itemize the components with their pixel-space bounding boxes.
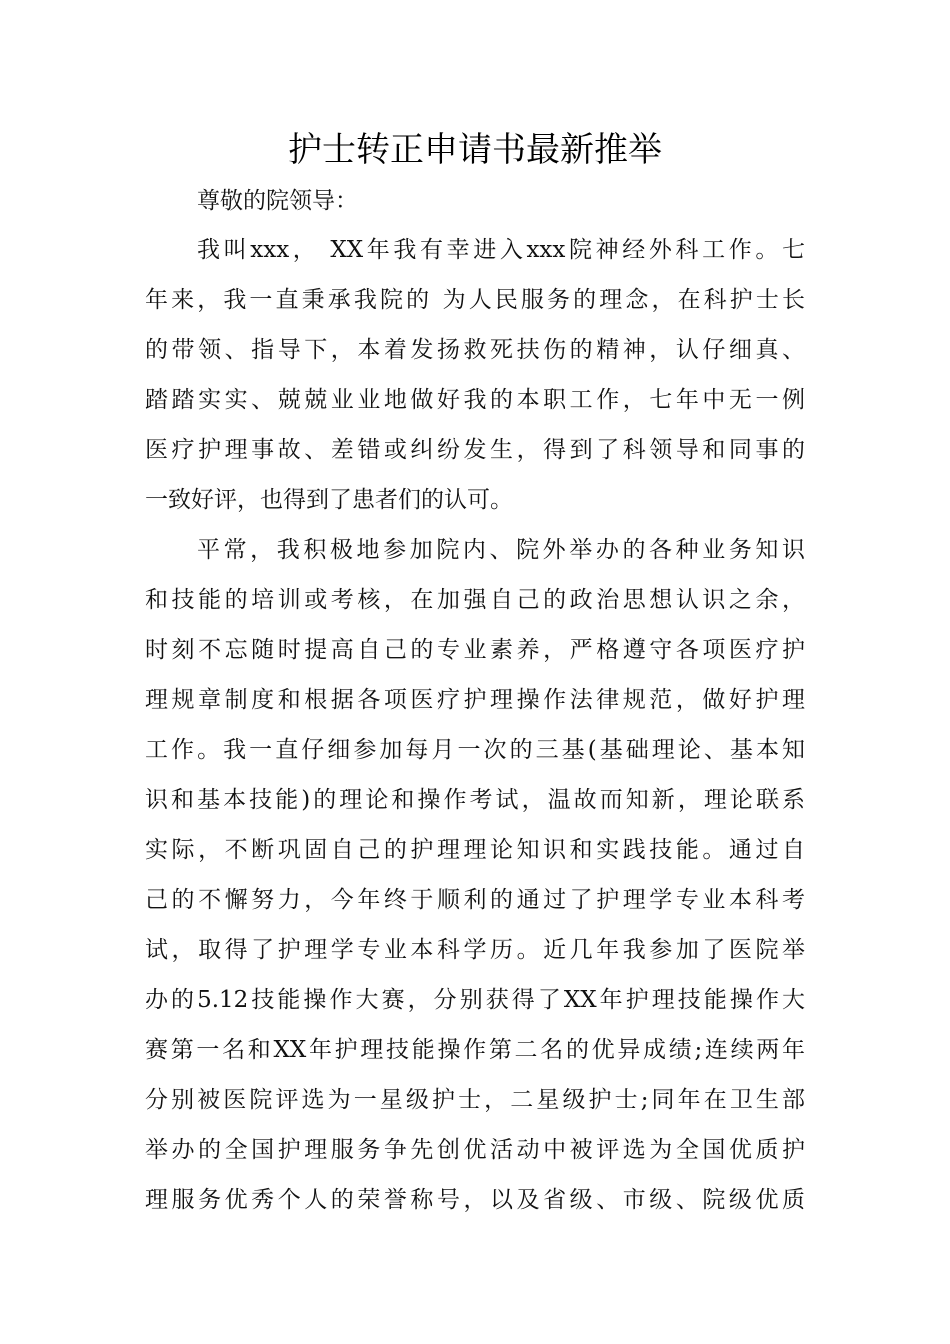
paragraph2-line-11: 赛第一名和XX年护理技能操作第二名的优异成绩;连续两年	[145, 1037, 805, 1063]
paragraph2-line-3: 时刻不忘随时提高自己的专业素养，严格遵守各项医疗护	[145, 637, 805, 663]
salutation: 尊敬的院领导：	[197, 188, 358, 214]
paragraph2-line-14: 理服务优秀个人的荣誉称号，以及省级、市级、院级优质	[145, 1187, 805, 1213]
paragraph1-line-3: 的带领、指导下，本着发扬救死扶伤的精神，认仔细真、	[145, 337, 805, 363]
paragraph1-line-1: 我叫xxx， XX年我有幸进入xxx院神经外科工作。七	[197, 237, 805, 263]
document-title: 护士转正申请书最新推举	[288, 130, 662, 170]
paragraph2-line-9: 试，取得了护理学专业本科学历。近几年我参加了医院举	[145, 937, 805, 963]
paragraph1-line-6: 一致好评，也得到了患者们的认可。	[145, 487, 513, 513]
paragraph2-line-7: 实际，不断巩固自己的护理理论知识和实践技能。通过自	[145, 837, 805, 863]
paragraph1-line-5: 医疗护理事故、差错或纠纷发生，得到了科领导和同事的	[145, 437, 805, 463]
paragraph2-line-8: 己的不懈努力，今年终于顺利的通过了护理学专业本科考	[145, 887, 805, 913]
paragraph1-line-2: 年来，我一直秉承我院的 为人民服务的理念，在科护士长	[145, 287, 805, 313]
paragraph2-line-4: 理规章制度和根据各项医疗护理操作法律规范，做好护理	[145, 687, 805, 713]
paragraph2-line-12: 分别被医院评选为一星级护士，二星级护士;同年在卫生部	[145, 1087, 805, 1113]
paragraph2-line-5: 工作。我一直仔细参加每月一次的三基(基础理论、基本知	[145, 737, 805, 763]
paragraph2-line-10: 办的5.12技能操作大赛，分别获得了XX年护理技能操作大	[145, 987, 805, 1013]
paragraph2-line-13: 举办的全国护理服务争先创优活动中被评选为全国优质护	[145, 1137, 805, 1163]
paragraph2-line-1: 平常，我积极地参加院内、院外举办的各种业务知识	[197, 537, 805, 563]
paragraph2-line-6: 识和基本技能)的理论和操作考试，温故而知新，理论联系	[145, 787, 805, 813]
paragraph1-line-4: 踏踏实实、兢兢业业地做好我的本职工作，七年中无一例	[145, 387, 805, 413]
paragraph2-line-2: 和技能的培训或考核，在加强自己的政治思想认识之余，	[145, 587, 805, 613]
